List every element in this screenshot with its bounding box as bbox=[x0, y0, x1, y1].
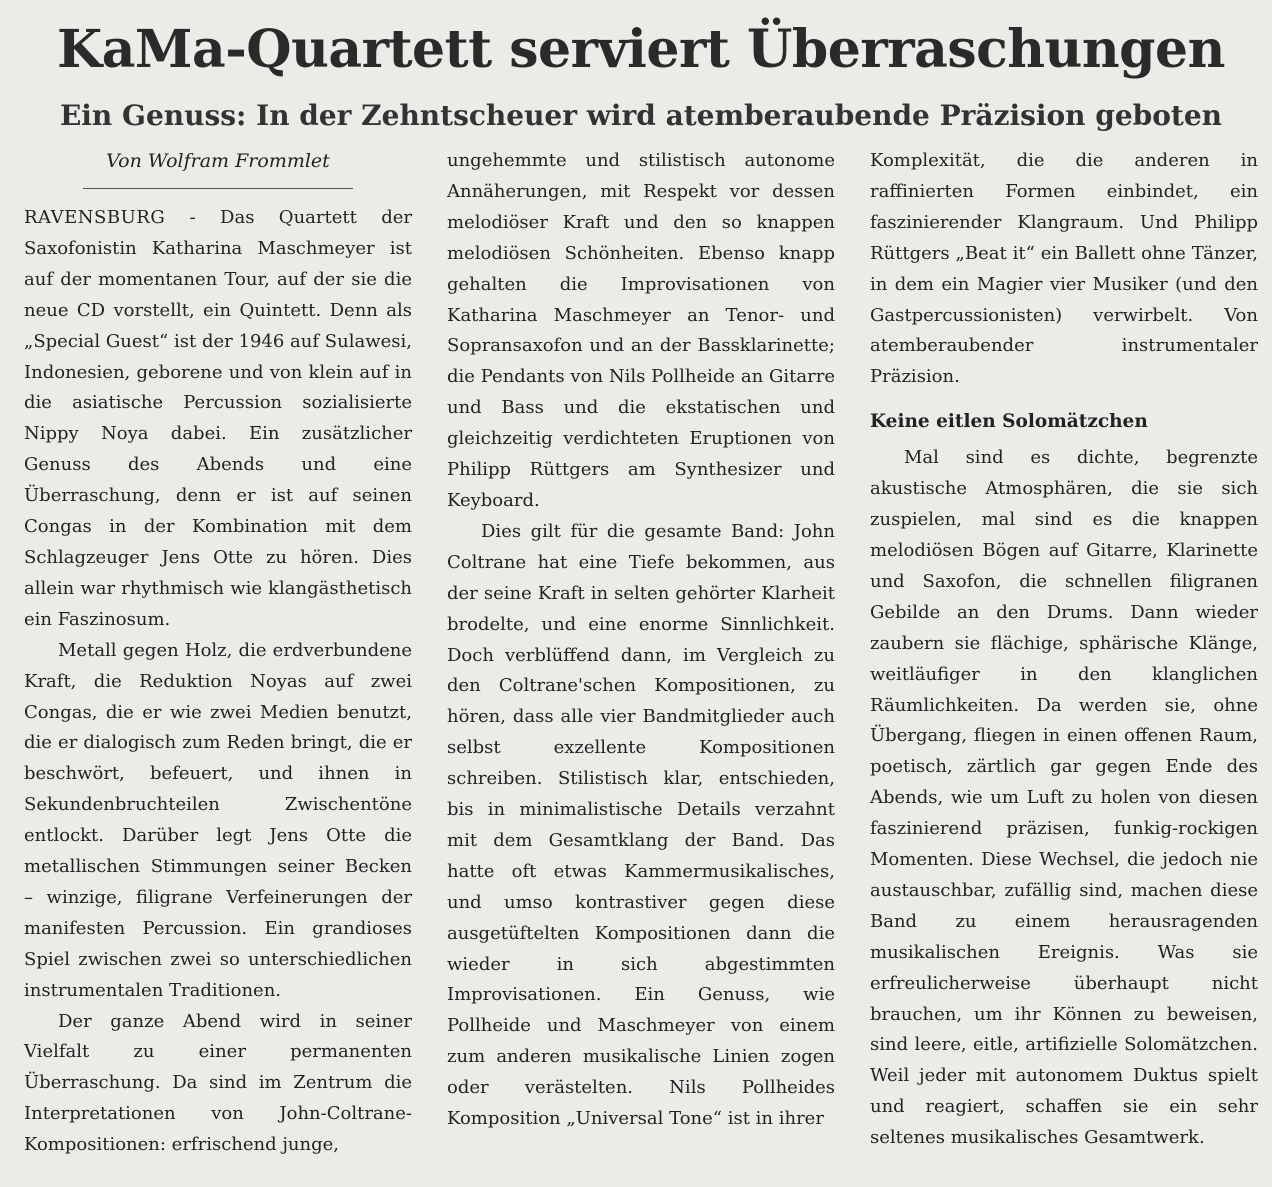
headline: KaMa-Quartett serviert Überraschungen bbox=[57, 19, 1225, 80]
paragraph: Mal sind es dichte, begrenzte akustische Atmosphären, die sie sich zuspielen, mal sind es die knappen melodiösen Bögen auf Gitarre, Klarinette und Saxofon, die schnellen filigranen Gebilde an den Drums. Dann wieder zaubern sie flächige, sphärische Klänge, weitläufiger in den klanglichen Räumlichkeiten. Da werden sie, ohne Übergang, fliegen in einen offenen Raum, poetisch, zärtlich gar gegen Ende des Abends, wie um Luft zu holen von diesen faszinierend präzisen, funkig-rockigen Momenten. Diese Wechsel, die jedoch nie austauschbar, zufällig sind, machen diese Band zu einem herausragenden musikalischen Ereignis. Was sie erfreulicherweise überhaupt nicht brauchen, um ihr Können zu beweisen, sind leere, eitle, artifizielle Solomätzchen. Weil jeder mit autonomem Duktus spielt und reagiert, schaffen sie ein sehr seltenes musikalisches Gesamtwerk. bbox=[870, 447, 1258, 1149]
column-2 bbox=[447, 146, 835, 1135]
byline-rule bbox=[83, 188, 353, 189]
paragraph bbox=[24, 203, 412, 636]
paragraph: Der ganze Abend wird in seiner Vielfalt zu einer permanenten Überraschung. Da sind im Zentrum die Interpretationen von John-Coltrane-Kompositionen: erfrischend junge, bbox=[24, 1010, 412, 1156]
paragraph: Dies gilt für die gesamte Band: John Coltrane hat eine Tiefe bekommen, aus der seine Kraft in selten gehörter Klarheit brodelte, und eine enorme Sinnlichkeit. Doch verblüffend dann, im Vergleich zu den Coltrane'schen Kompositionen, zu hören, dass alle vier Bandmitglieder auch selbst exzellente Kompositionen schreiben. Stilistisch klar, entschieden, bis in minimalistische Details verzahnt mit dem Gesamtklang der Band. Das hatte oft etwas Kammermusikalisches, und umso kontrastiver gegen diese ausgetüftelten Kompositionen dann die wieder in sich abgestimmten Improvisationen. Ein Genuss, wie Pollheide und Maschmeyer von einem zum anderen musikalische Linien zogen oder verästelten. Nils Pollheides Komposition „Universal Tone“ ist in ihrer bbox=[447, 520, 835, 1130]
section-subheading: Keine eitlen Solomätzchen bbox=[870, 411, 1148, 433]
column-3 bbox=[870, 146, 1258, 1154]
paragraph: Komplexität, die die anderen in raffinierten Formen einbindet, ein faszinierender Klangraum. Und Philipp Rüttgers „Beat it“ ein Ballett ohne Tänzer, in dem ein Magier vier Musiker (und den Gastpercussionisten) verwirbelt. Von atemberaubender instrumentaler Präzision. bbox=[870, 150, 1258, 388]
byline: Von Wolfram Frommlet bbox=[106, 150, 330, 172]
article-columns bbox=[24, 146, 1258, 1161]
column-1 bbox=[24, 146, 412, 1161]
dateline: RAVENSBURG bbox=[24, 207, 166, 228]
paragraph-text: - Das Quartett der Saxofonistin Katharina Maschmeyer ist auf der momentanen Tour, auf der sie die neue CD vorstellt, ein Quintett. Denn als „Special Guest“ ist der 1946 auf Sulawesi, Indonesien, geborene und von klein auf in die asiatische Percussion sozialisierte Nippy Noya dabei. Ein zusätzlicher Genuss des Abends und eine Überraschung, denn er ist auf seinen Congas in der Kombination mit dem Schlagzeuger Jens Otte zu hören. Dies allein war rhythmisch wie klangästhetisch ein Faszinosum. bbox=[24, 207, 412, 630]
paragraph: ungehemmte und stilistisch autonome Annäherungen, mit Respekt vor dessen melodiöser Kraft und den so knappen melodiösen Schönheiten. Ebenso knapp gehalten die Improvisationen von Katharina Maschmeyer an Tenor- und Sopransaxofon und an der Bassklarinette; die Pendants von Nils Pollheide an Gitarre und Bass und die ekstatischen und gleichzeitig verdichteten Eruptionen von Philipp Rüttgers am Synthesizer und Keyboard. bbox=[447, 150, 835, 511]
paragraph: Metall gegen Holz, die erdverbundene Kraft, die Reduktion Noyas auf zwei Congas, die er wie zwei Medien benutzt, die er dialogisch zum Reden bringt, die er beschwört, befeuert, und ihnen in Sekundenbruchteilen Zwischentöne entlockt. Darüber legt Jens Otte die metallischen Stimmungen seiner Becken – winzige, filigrane Verfeinerungen der manifesten Percussion. Ein grandioses Spiel zwischen zwei so unterschiedlichen instrumentalen Traditionen. bbox=[24, 639, 412, 1001]
subheadline: Ein Genuss: In der Zehntscheuer wird atemberaubende Präzision geboten bbox=[59, 99, 1223, 132]
